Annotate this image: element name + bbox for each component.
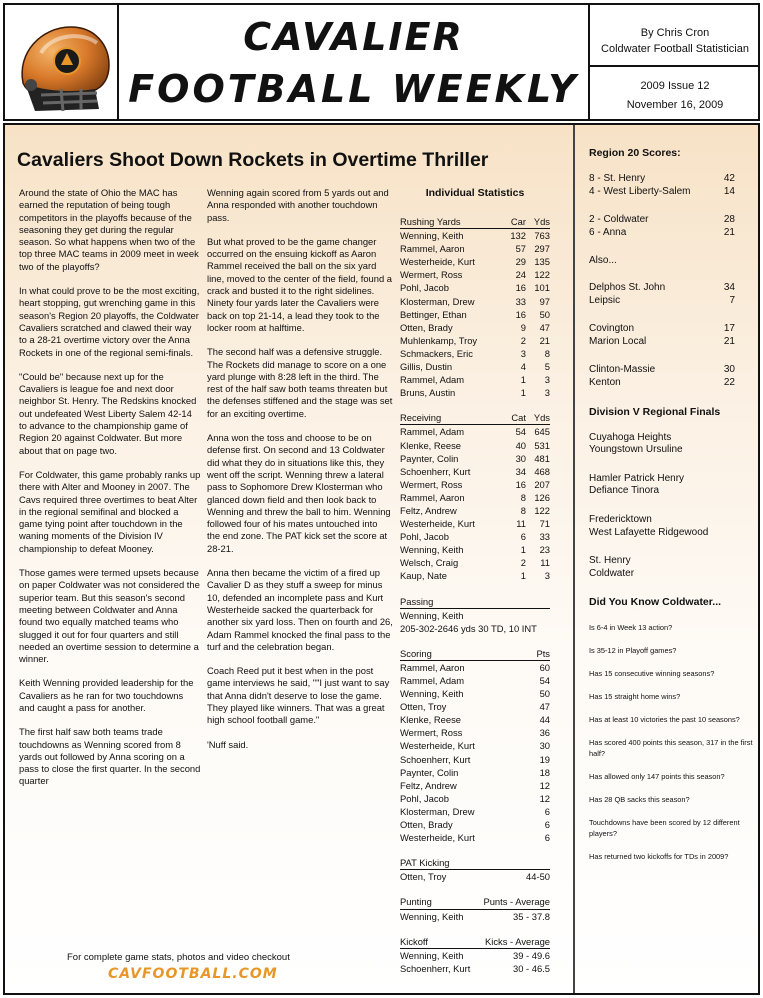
table-row <box>400 818 550 831</box>
team-name: 4 - West Liberty-Salem <box>589 185 691 197</box>
game-score <box>589 364 759 389</box>
passing-table <box>400 595 550 635</box>
stat-value: 16 <box>515 308 526 320</box>
game-score <box>589 323 759 348</box>
stat-value: 5 <box>544 361 550 373</box>
stat-value: 33 <box>539 531 550 543</box>
player-name: Feltz, Andrew <box>400 504 457 516</box>
team-name: Youngstown Ursuline <box>589 444 683 456</box>
score: 21 <box>723 226 735 238</box>
col-header: Punts - Average <box>483 896 550 908</box>
issue-date: November 16, 2009 <box>626 99 724 111</box>
score: 34 <box>723 281 735 293</box>
fact-item: Is 35-12 in Playoff games? <box>589 646 677 656</box>
table-row <box>400 334 550 347</box>
player-name: Welsch, Craig <box>400 557 459 569</box>
team-name: Leipsic <box>589 294 621 306</box>
paragraph: "Could be" because next up for the Cavaliers is league foe and next door neighbor St. Henry. The Redskins knocked out undefeated West Liberty Salem 42-14 to advance to the championship game of Region 20 against Coldwater. But more about that on page two. <box>19 370 197 456</box>
stat-value: 30 <box>515 452 526 464</box>
stat-value: 6 <box>544 819 550 831</box>
stat-value: 12 <box>539 792 550 804</box>
table-row <box>400 321 550 334</box>
stat-value: 122 <box>534 269 550 281</box>
table-row <box>400 255 550 268</box>
game-score <box>589 173 759 198</box>
table-row <box>400 779 550 792</box>
table-row <box>400 268 550 281</box>
player-name: Wenning, Keith <box>400 609 464 621</box>
stat-value: 60 <box>539 661 550 673</box>
team-score <box>589 377 759 390</box>
score: 21 <box>723 335 735 347</box>
stat-value: 3 <box>544 374 550 386</box>
fact-item: Is 6-4 in Week 13 action? <box>589 623 673 633</box>
team-name: Clinton-Massie <box>589 364 656 376</box>
table-row <box>400 543 550 556</box>
stat-value: 297 <box>534 243 550 255</box>
masthead-title-line1: CAVALIER <box>243 15 464 59</box>
score: 28 <box>723 214 735 226</box>
stat-value: 763 <box>534 230 550 242</box>
game-score <box>589 282 759 307</box>
article-column-2 <box>207 187 393 763</box>
team-name: Defiance Tinora <box>589 485 660 497</box>
table-row <box>400 792 550 805</box>
player-name: Bettinger, Ethan <box>400 308 467 320</box>
paragraph: Coach Reed put it best when in the post game interviews he said, ""I just want to say that Anna didn't deserve to lose the game. They played like winners. That was a great high school football game." <box>207 665 390 726</box>
player-name: Wermert, Ross <box>400 269 463 281</box>
receiving-table <box>400 411 550 582</box>
table-row <box>400 569 550 582</box>
team-name: Delphos St. John <box>589 281 666 293</box>
player-name: Wenning, Keith <box>400 949 464 961</box>
fact-item: Has 15 straight home wins? <box>589 692 681 702</box>
col-header: Kicks - Average <box>485 935 550 947</box>
table-row <box>400 347 550 360</box>
score: 42 <box>723 173 735 184</box>
player-name: Wermert, Ross <box>400 727 463 739</box>
table-row <box>400 700 550 713</box>
scoring-table <box>400 647 550 844</box>
masthead-title-line2: FOOTBALL WEEKLY <box>128 67 579 111</box>
player-name: Otten, Brady <box>400 321 453 333</box>
score: 14 <box>723 185 735 197</box>
stat-value: 481 <box>534 452 550 464</box>
fact-item: Touchdowns have been scored by 12 different players? <box>589 818 740 839</box>
fact-item: Has scored 400 points this season, 317 in the first half? <box>589 738 753 759</box>
team-name: 6 - Anna <box>589 226 627 238</box>
stat-value: 4 <box>520 361 526 373</box>
player-name: Wenning, Keith <box>400 544 464 556</box>
player-name: Wenning, Keith <box>400 230 464 242</box>
stat-value: 2 <box>520 334 526 346</box>
table-row <box>400 831 550 844</box>
col-header: Yds <box>533 216 550 227</box>
table-row <box>400 308 550 321</box>
player-name: Pohl, Jacob <box>400 531 449 543</box>
table-row <box>400 766 550 779</box>
player-name: Wenning, Keith <box>400 910 464 922</box>
stat-value: 47 <box>539 321 550 333</box>
stat-value: 21 <box>539 334 550 346</box>
col-header: Yds <box>533 412 550 424</box>
player-name: Klosterman, Drew <box>400 295 475 307</box>
stat-value: 29 <box>515 256 526 268</box>
player-name: Rammel, Adam <box>400 374 465 386</box>
paragraph: For Coldwater, this game probably ranks up there with Alter and Mooney in 2007. The Cavs required three overtimes to beat Alter in the regional semifinal and blocked a game tying point after touchdown in the waning moments of the Division IV championship to defeat Mooney. <box>19 468 201 554</box>
stat-value: 36 <box>539 727 550 739</box>
stat-value: 35 - 37.8 <box>512 910 550 922</box>
stat-value: 101 <box>534 282 550 294</box>
col-header: Scoring <box>400 647 432 659</box>
table-row <box>400 478 550 491</box>
table-row <box>400 949 550 962</box>
stat-value: 1 <box>520 570 526 582</box>
rushing-table <box>400 215 550 399</box>
stat-value: 16 <box>515 282 526 294</box>
player-name: Gillis, Dustin <box>400 361 453 373</box>
paragraph: The second half was a defensive struggle. The Rockets did manage to score on a one yard plunge with 8:28 left in the third. The rest of the half saw both teams threaten but the defenses stiffened and the stage was set for an exciting overtime. <box>207 346 393 419</box>
stat-value: 12 <box>539 779 550 791</box>
team-score <box>589 186 759 199</box>
matchup <box>589 432 759 457</box>
team-name: 2 - Coldwater <box>589 214 649 226</box>
player-name: Rammel, Adam <box>400 675 465 686</box>
stat-value: 8 <box>520 491 526 503</box>
table-row <box>400 242 550 255</box>
team-score <box>589 364 759 377</box>
stat-value: 44-50 <box>526 871 550 883</box>
newsletter-body <box>3 123 760 995</box>
fact-item: Has 28 QB sacks this season? <box>589 795 690 805</box>
punting-table <box>400 895 550 922</box>
issue-number: 2009 Issue 12 <box>640 80 710 92</box>
col-header: Cat <box>511 412 526 424</box>
table-row <box>400 753 550 766</box>
team-name: Covington <box>589 323 635 335</box>
stat-value: 44 <box>539 714 550 726</box>
table-row <box>400 805 550 818</box>
footer-text: For complete game stats, photos and video checkout <box>67 952 290 963</box>
fact-item: Has returned two kickoffs for TDs in 2009? <box>589 852 729 862</box>
stats-title: Individual Statistics <box>425 187 525 199</box>
team-score <box>589 323 759 336</box>
player-name: Otten, Troy <box>400 871 447 883</box>
player-name: Otten, Brady <box>400 819 453 831</box>
cavalier-helmet-logo <box>11 13 115 117</box>
team-score <box>589 295 759 308</box>
stat-value: 50 <box>539 688 550 700</box>
paragraph: Around the state of Ohio the MAC has earned the reputation of being tough competitors in the playoffs because of the seasoning they get during the regular season. So what happens when two of the top three MAC teams in 2009 meet in week two of the playoffs? <box>19 187 199 272</box>
stat-value: 645 <box>534 426 550 438</box>
player-name: Rammel, Aaron <box>400 491 465 503</box>
table-row <box>400 439 550 452</box>
player-name: Schoenherr, Kurt <box>400 753 471 765</box>
fact-item: Has allowed only 147 points this season? <box>589 772 725 782</box>
stat-value: 18 <box>539 766 550 778</box>
kickoff-table <box>400 935 550 975</box>
table-row <box>400 491 550 504</box>
stat-value: 54 <box>539 675 550 686</box>
paragraph: Those games were termed upsets because on paper Coldwater was not considered the superior team. But this season's second meeting between Coldwater and Anna found two equally matched teams who slugged it out for four quarters and still needed an overtime session to determine a winner. <box>19 567 200 665</box>
player-name: Klenke, Reese <box>400 439 461 451</box>
table-row <box>400 661 550 674</box>
team-name: Fredericktown <box>589 513 652 525</box>
score: 22 <box>723 376 735 388</box>
table-row <box>400 674 550 687</box>
player-name: Paynter, Colin <box>400 452 459 464</box>
stat-value: 9 <box>520 321 526 333</box>
stat-value: 1 <box>520 544 526 556</box>
stat-value: 40 <box>515 439 526 451</box>
player-name: Rammel, Aaron <box>400 661 465 673</box>
team-name: Marion Local <box>589 335 647 347</box>
score: 30 <box>723 364 735 376</box>
team-name: Kenton <box>589 376 621 388</box>
player-name: Schmackers, Eric <box>400 347 473 359</box>
website-link[interactable]: CAVFOOTBALL.COM <box>108 966 278 982</box>
col-header: Kickoff <box>400 935 428 947</box>
stat-value: 135 <box>534 256 550 268</box>
team-score <box>589 173 759 186</box>
stat-value: 34 <box>515 465 526 477</box>
stat-value: 54 <box>515 426 526 438</box>
stat-value: 207 <box>534 478 550 490</box>
player-name: Westerheide, Kurt <box>400 832 475 844</box>
player-name: Muhlenkamp, Troy <box>400 334 478 346</box>
stat-value: 97 <box>539 295 550 307</box>
stat-value: 71 <box>539 518 550 530</box>
stat-value: 531 <box>534 439 550 451</box>
region-scores-title: Region 20 Scores: <box>589 147 681 159</box>
fact-item: Has at least 10 victories the past 10 seasons? <box>589 715 740 725</box>
table-row <box>400 425 550 438</box>
table-row <box>400 386 550 399</box>
table-row <box>400 517 550 530</box>
author-name: By Chris Cron <box>640 27 710 39</box>
regional-finals-title: Division V Regional Finals <box>589 405 721 418</box>
player-name: Klosterman, Drew <box>400 805 475 817</box>
player-name: Westerheide, Kurt <box>400 740 475 752</box>
table-row <box>400 373 550 386</box>
player-name: Bruns, Austin <box>400 387 456 399</box>
stat-value: 39 - 49.6 <box>512 949 550 961</box>
player-name: Pohl, Jacob <box>400 282 449 294</box>
stat-value: 2 <box>520 557 526 569</box>
table-row <box>400 726 550 739</box>
player-name: Kaup, Nate <box>400 570 447 582</box>
stat-value: 6 <box>544 832 550 844</box>
team-name: Cuyahoga Heights <box>589 431 672 443</box>
stat-value: 24 <box>515 269 526 281</box>
col-header: Rushing Yards <box>400 216 461 227</box>
stat-value: 3 <box>544 570 550 582</box>
paragraph: Anna won the toss and choose to be on defense first. On second and 13 Coldwater did what they do in situations like this, they went off the script. Wenning threw a lateral pass to Sophomore Drew Klosterman who glanced down field and then look back to Wenning and threw the ball to him. Wenning followed four of his mates untouched into the end zone. The PAT kick set the score at 28-21. <box>207 432 391 554</box>
stat-value: 8 <box>520 504 526 516</box>
pat-table <box>400 856 550 883</box>
stat-value: 30 - 46.5 <box>512 962 550 974</box>
table-row <box>400 910 550 923</box>
passing-line: 205-302-2646 yds 30 TD, 10 INT <box>400 622 537 634</box>
stat-value: 30 <box>539 740 550 752</box>
table-row <box>400 962 550 975</box>
player-name: Feltz, Andrew <box>400 779 457 791</box>
article-headline: Cavaliers Shoot Down Rockets in Overtime Thriller <box>17 149 489 171</box>
fact-item: Has 15 consecutive winning seasons? <box>589 669 715 679</box>
table-row <box>400 687 550 700</box>
table-row <box>400 556 550 569</box>
table-row <box>400 739 550 752</box>
stat-value: 132 <box>510 230 526 242</box>
also-label: Also... <box>589 255 617 267</box>
player-name: Wenning, Keith <box>400 688 464 700</box>
stat-value: 8 <box>544 347 550 359</box>
stat-value: 47 <box>539 701 550 713</box>
player-name: Schoenherr, Kurt <box>400 962 471 974</box>
table-row <box>400 229 550 242</box>
sidebar <box>589 147 759 874</box>
matchup <box>589 555 759 580</box>
col-header: Passing <box>400 595 434 607</box>
did-you-know-title: Did You Know Coldwater... <box>589 596 722 609</box>
stat-value: 11 <box>516 518 526 530</box>
team-score <box>589 336 759 349</box>
paragraph: Anna then became the victim of a fired up Cavalier D as they stuff a sweep for minus 10, defended an incomplete pass and Kurt Westerheide sacked the quarterback for another six yard loss. Then on fourth and 26, Adam Rammel knocked the final pass to the turf and the celebration began. <box>207 567 393 652</box>
team-name: St. Henry <box>589 555 631 567</box>
player-name: Otten, Troy <box>400 701 447 713</box>
score: 7 <box>729 294 735 306</box>
team-score <box>589 214 759 227</box>
matchup <box>589 514 759 539</box>
masthead <box>3 3 760 121</box>
stat-value: 468 <box>534 465 550 477</box>
table-row <box>400 713 550 726</box>
stat-value: 50 <box>539 308 550 320</box>
player-name: Paynter, Colin <box>400 766 459 778</box>
paragraph: 'Nuff said. <box>207 738 249 750</box>
player-name: Westerheide, Kurt <box>400 256 475 268</box>
table-row <box>400 530 550 543</box>
stat-value: 122 <box>534 504 550 516</box>
paragraph: In what could prove to be the most exciting, heart stopping, gut wrenching game in this season's Region 20 playoffs, the Coldwater Cavaliers scratched and clawed their way to a 28-21 overtime victory over the Anna Rockets in one of the regional semi-finals. <box>19 285 200 358</box>
table-row <box>400 465 550 478</box>
col-header: Receiving <box>400 412 442 424</box>
team-name: 8 - St. Henry <box>589 173 646 184</box>
game-score <box>589 214 759 239</box>
player-name: Schoenherr, Kurt <box>400 465 471 477</box>
paragraph: Keith Wenning provided leadership for the Cavaliers as he ran for two touchdowns and caught a pass for another. <box>19 677 194 713</box>
table-row <box>400 504 550 517</box>
paragraph: Wenning again scored from 5 yards out and Anna responded with another touchdown pass. <box>207 187 389 223</box>
player-name: Rammel, Adam <box>400 426 465 438</box>
table-row <box>400 452 550 465</box>
stat-value: 11 <box>540 557 550 569</box>
matchup <box>589 473 759 498</box>
team-score <box>589 282 759 295</box>
stat-value: 126 <box>534 491 550 503</box>
stat-value: 1 <box>520 374 526 386</box>
player-name: Wermert, Ross <box>400 478 463 490</box>
stat-value: 19 <box>539 753 550 765</box>
stat-value: 1 <box>520 387 526 399</box>
col-header: Car <box>510 216 526 227</box>
team-score <box>589 227 759 240</box>
player-name: Klenke, Reese <box>400 714 461 726</box>
stat-value: 23 <box>539 544 550 556</box>
stat-value: 3 <box>520 347 526 359</box>
stat-value: 57 <box>515 243 526 255</box>
player-name: Pohl, Jacob <box>400 792 449 804</box>
team-name: Hamler Patrick Henry <box>589 472 685 484</box>
article-column-1 <box>19 187 201 800</box>
paragraph: But what proved to be the game changer occurred on the ensuing kickoff as Aaron Rammel received the ball on the six yard line, moved to the center of the field, found a crack and busted it to the right sidelines. Ninety four yards later the Cavaliers were back on top 21-14, a lead they took to the locker room at halftime. <box>207 235 393 333</box>
col-header: PAT Kicking <box>400 857 450 869</box>
team-name: West Lafayette Ridgewood <box>589 526 709 538</box>
player-name: Westerheide, Kurt <box>400 518 475 530</box>
individual-statistics <box>400 187 550 987</box>
col-header: Punting <box>400 896 432 908</box>
player-name: Rammel, Aaron <box>400 243 465 255</box>
table-row <box>400 281 550 294</box>
stat-value: 6 <box>544 805 550 817</box>
author-title: Coldwater Football Statistician <box>601 43 749 55</box>
stat-value: 33 <box>515 295 526 307</box>
stat-value: 3 <box>544 387 550 399</box>
score: 17 <box>723 323 735 335</box>
stat-value: 16 <box>515 478 526 490</box>
col-header: Pts <box>536 647 550 659</box>
stat-value: 6 <box>520 531 526 543</box>
paragraph: The first half saw both teams trade touchdowns as Wenning scored from 8 yards out followed by Anna scoring on a pass to close the first quarter. In the second quarter <box>19 726 201 787</box>
table-row <box>400 295 550 308</box>
team-name: Coldwater <box>589 567 635 579</box>
table-row <box>400 360 550 373</box>
